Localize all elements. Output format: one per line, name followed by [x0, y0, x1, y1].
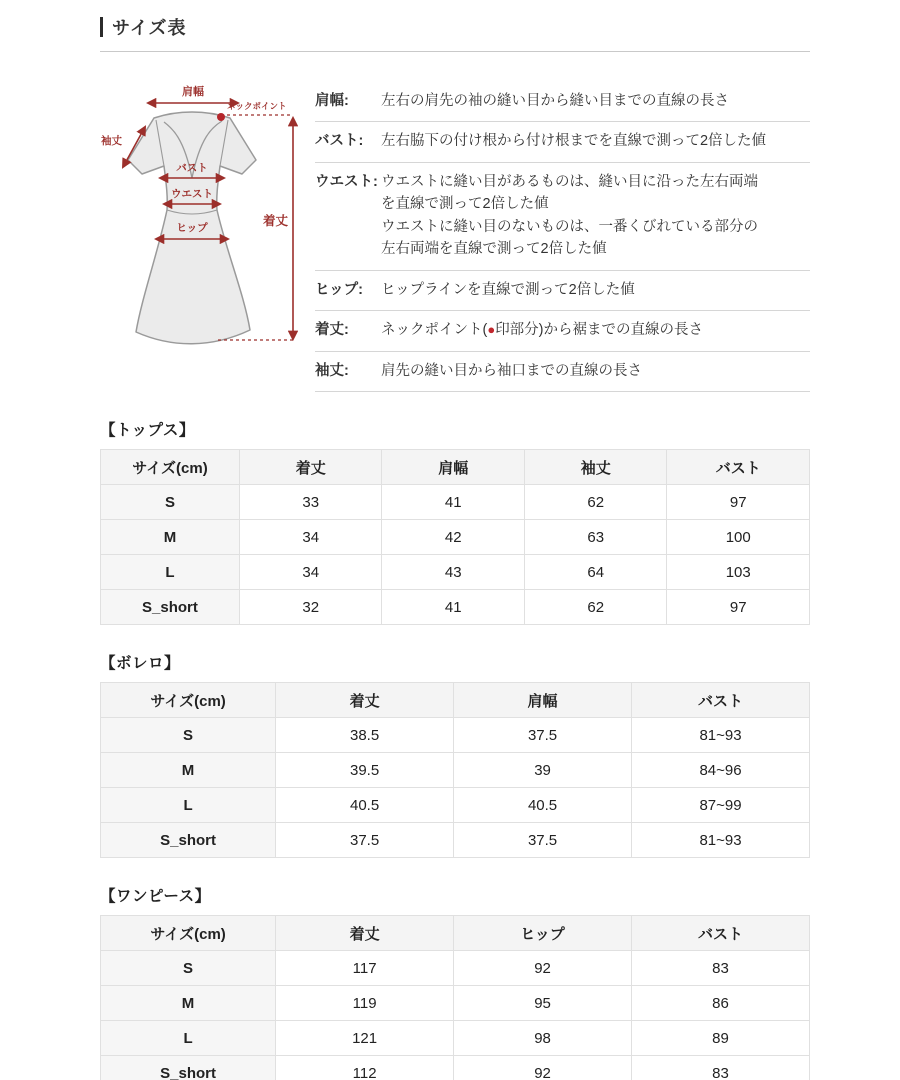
definition-desc — [381, 171, 810, 261]
table-cell: 119 — [276, 986, 454, 1021]
definition-term: バスト: — [315, 133, 364, 150]
table-cell: 41 — [382, 485, 525, 520]
column-header: サイズ(cm) — [101, 683, 276, 718]
dress-diagram-svg — [100, 82, 305, 367]
definition-desc: 左右脇下の付け根から付け根までを直線で測って2倍した値 — [381, 133, 767, 150]
size-row-label: S_short — [101, 590, 240, 625]
table-cell: 37.5 — [454, 823, 632, 858]
neck-point-dot-glyph: ● — [487, 322, 496, 338]
size-row-label: M — [101, 520, 240, 555]
definition-desc: ヒップラインを直線で測って2倍した値 — [381, 281, 635, 298]
table-header-row — [101, 683, 810, 718]
definition-row-waist — [315, 163, 810, 271]
section-title: 【ボレロ】 — [100, 655, 181, 673]
table-cell: 87~99 — [632, 788, 810, 823]
definition-row-length — [315, 311, 810, 351]
table-cell: 64 — [524, 555, 667, 590]
waist-label: ウエスト — [171, 188, 213, 200]
table-cell: 62 — [524, 485, 667, 520]
section-onepiece — [100, 884, 810, 1080]
table-cell: 41 — [382, 590, 525, 625]
table-row — [101, 1021, 810, 1056]
table-cell: 33 — [239, 485, 382, 520]
neck-point-label: ネックポイント — [227, 101, 287, 111]
table-cell: 121 — [276, 1021, 454, 1056]
definition-term: 肩幅: — [315, 93, 349, 109]
table-cell: 81~93 — [632, 718, 810, 753]
table-cell: 32 — [239, 590, 382, 625]
table-cell: 37.5 — [276, 823, 454, 858]
table-cell: 117 — [276, 951, 454, 986]
column-header: 着丈 — [276, 683, 454, 718]
table-cell: 95 — [454, 986, 632, 1021]
table-cell: 81~93 — [632, 823, 810, 858]
table-cell: 103 — [667, 555, 810, 590]
size-row-label: S — [101, 718, 276, 753]
page-title — [100, 14, 810, 40]
column-header: バスト — [667, 450, 810, 485]
size-row-label: L — [101, 1021, 276, 1056]
definition-term: 袖丈: — [315, 362, 349, 379]
table-cell: 63 — [524, 520, 667, 555]
table-cell: 112 — [276, 1056, 454, 1080]
table-row — [101, 1056, 810, 1080]
column-header: サイズ(cm) — [101, 450, 240, 485]
section-title: 【ワンピース】 — [100, 888, 211, 906]
definition-row-hip — [315, 271, 810, 311]
table-cell: 83 — [632, 1056, 810, 1080]
table-header-row — [101, 450, 810, 485]
definition-term: ヒップ: — [315, 281, 363, 298]
size-table-tops — [100, 449, 810, 625]
table-row — [101, 590, 810, 625]
length-label: 着丈 — [263, 214, 289, 228]
shoulder-label: 肩幅 — [182, 86, 204, 98]
neck-point-dot — [217, 113, 225, 121]
column-header: バスト — [632, 683, 810, 718]
definition-term: 着丈: — [315, 322, 349, 339]
definition-line: ウエストに縫い目があるものは、縫い目に沿った左右両端 — [381, 173, 758, 190]
size-row-label: M — [101, 753, 276, 788]
table-cell: 97 — [667, 485, 810, 520]
table-cell: 100 — [667, 520, 810, 555]
table-row — [101, 485, 810, 520]
column-header: 袖丈 — [524, 450, 667, 485]
bust-label: バスト — [176, 162, 208, 174]
size-row-label: M — [101, 986, 276, 1021]
table-row — [101, 823, 810, 858]
definition-line: ウエストに縫い目のないものは、一番くびれている部分の — [381, 218, 758, 235]
definitions-list — [315, 82, 810, 392]
section-bolero — [100, 651, 810, 858]
table-row — [101, 520, 810, 555]
page-header — [100, 14, 810, 52]
size-table-onepiece — [100, 915, 810, 1080]
table-header-row — [101, 916, 810, 951]
size-row-label: L — [101, 788, 276, 823]
size-row-label: S_short — [101, 1056, 276, 1080]
definition-row-shoulder — [315, 82, 810, 122]
table-cell: 89 — [632, 1021, 810, 1056]
table-row — [101, 788, 810, 823]
sleeve-label: 袖丈 — [101, 135, 122, 147]
size-row-label: L — [101, 555, 240, 590]
table-row — [101, 951, 810, 986]
table-row — [101, 986, 810, 1021]
definition-line: 左右両端を直線で測って2倍した値 — [381, 241, 607, 258]
table-cell: 86 — [632, 986, 810, 1021]
table-cell: 34 — [239, 555, 382, 590]
column-header: 肩幅 — [382, 450, 525, 485]
table-row — [101, 555, 810, 590]
dress-diagram — [100, 82, 305, 372]
table-row — [101, 718, 810, 753]
table-cell: 37.5 — [454, 718, 632, 753]
definition-row-bust — [315, 122, 810, 162]
section-title: 【トップス】 — [100, 422, 195, 440]
definition-desc — [381, 319, 810, 341]
table-row — [101, 753, 810, 788]
measurement-figure — [100, 82, 810, 392]
table-cell: 84~96 — [632, 753, 810, 788]
size-row-label: S_short — [101, 823, 276, 858]
table-cell: 39.5 — [276, 753, 454, 788]
table-cell: 40.5 — [454, 788, 632, 823]
definition-row-sleeve — [315, 352, 810, 392]
column-header: 着丈 — [276, 916, 454, 951]
table-cell: 92 — [454, 1056, 632, 1080]
table-cell: 92 — [454, 951, 632, 986]
definition-desc: 肩先の縫い目から袖口までの直線の長さ — [381, 362, 642, 379]
definition-line: を直線で測って2倍した値 — [381, 196, 549, 213]
table-cell: 83 — [632, 951, 810, 986]
column-header: バスト — [632, 916, 810, 951]
table-cell: 39 — [454, 753, 632, 788]
table-cell: 34 — [239, 520, 382, 555]
column-header: ヒップ — [454, 916, 632, 951]
size-table-bolero — [100, 682, 810, 858]
title-accent-bar — [100, 17, 103, 37]
table-cell: 98 — [454, 1021, 632, 1056]
table-cell: 40.5 — [276, 788, 454, 823]
column-header: 肩幅 — [454, 683, 632, 718]
definition-desc: 左右の肩先の袖の縫い目から縫い目までの直線の長さ — [381, 93, 729, 109]
definition-term: ウエスト: — [315, 173, 378, 190]
size-row-label: S — [101, 485, 240, 520]
column-header: 着丈 — [239, 450, 382, 485]
section-tops — [100, 418, 810, 625]
size-row-label: S — [101, 951, 276, 986]
table-cell: 97 — [667, 590, 810, 625]
table-cell: 43 — [382, 555, 525, 590]
table-cell: 62 — [524, 590, 667, 625]
hip-label: ヒップ — [176, 222, 208, 234]
definition-text: ネックポイント( — [381, 322, 488, 339]
table-cell: 38.5 — [276, 718, 454, 753]
definition-text: 印部分)から裾までの直線の長さ — [495, 322, 704, 339]
column-header: サイズ(cm) — [101, 916, 276, 951]
page-title-text: サイズ表 — [112, 18, 187, 38]
table-cell: 42 — [382, 520, 525, 555]
